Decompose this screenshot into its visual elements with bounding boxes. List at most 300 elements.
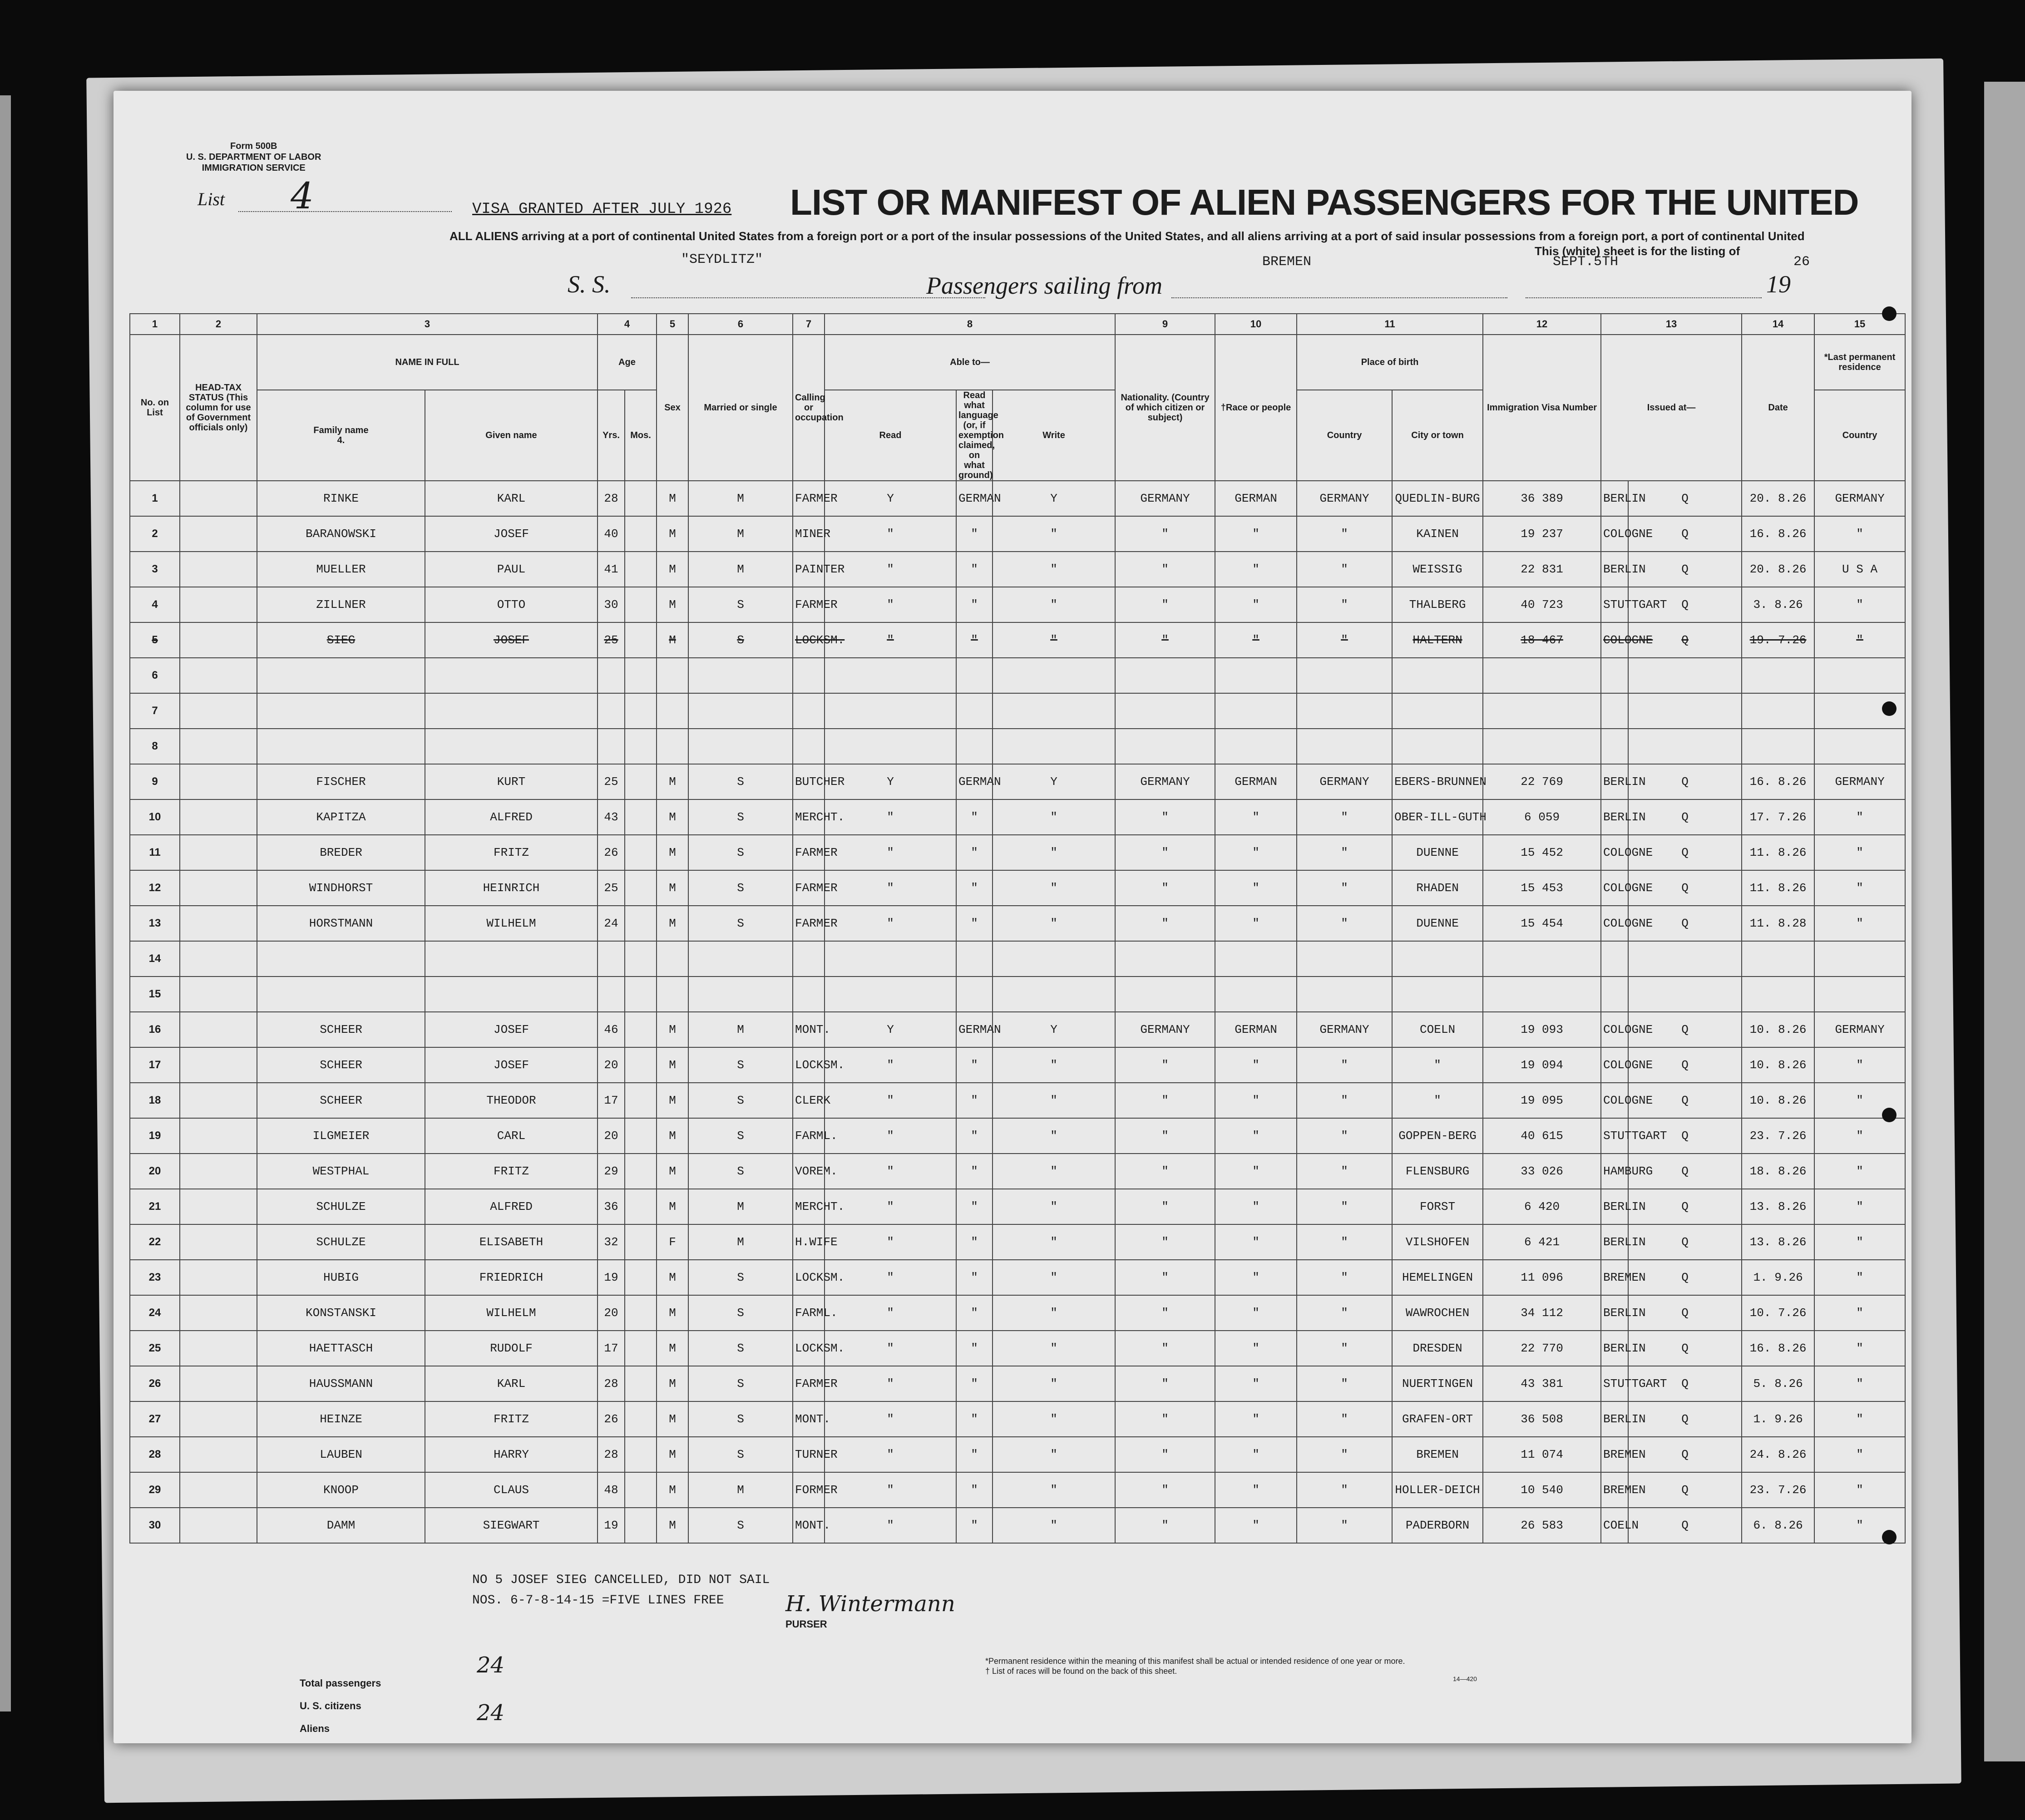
head-tax-cell [180, 1472, 257, 1508]
residence-country-cell: " [1814, 622, 1905, 658]
read-cell [825, 941, 956, 977]
marital-cell [688, 693, 793, 729]
race-cell: " [1215, 1508, 1297, 1543]
occupation-cell [793, 729, 825, 764]
table-row [130, 1331, 1905, 1366]
birth-city-cell [1392, 658, 1483, 693]
birth-city-cell: GRAFEN-ORT [1392, 1401, 1483, 1437]
row-number: 30 [130, 1508, 180, 1543]
visa-number-cell [1483, 658, 1601, 693]
visa-date-cell: 23. 7.26 [1742, 1118, 1814, 1154]
read-cell: " [825, 1472, 956, 1508]
language-cell: " [956, 1154, 993, 1189]
list-line [238, 211, 452, 212]
age-years-cell: 25 [598, 870, 625, 906]
header-city: City or town [1392, 390, 1483, 481]
language-cell: " [956, 870, 993, 906]
family-name-cell: LAUBEN [257, 1437, 425, 1472]
manifest-page [114, 91, 1911, 1743]
head-tax-cell [180, 1366, 257, 1401]
quota-cell [1628, 693, 1742, 729]
birth-city-cell: WEISSIG [1392, 552, 1483, 587]
header-family-name: Family name 4. [257, 390, 425, 481]
family-name-cell: ZILLNER [257, 587, 425, 622]
birth-city-cell [1392, 729, 1483, 764]
nationality-cell: " [1115, 870, 1215, 906]
family-name-cell: HAETTASCH [257, 1331, 425, 1366]
birth-country-cell: " [1297, 552, 1392, 587]
head-tax-cell [180, 1437, 257, 1472]
family-name-cell: WINDHORST [257, 870, 425, 906]
total-passengers-label: Total passengers [300, 1677, 381, 1689]
visa-number-cell: 6 059 [1483, 799, 1601, 835]
language-cell: " [956, 552, 993, 587]
occupation-cell [793, 977, 825, 1012]
birth-country-cell: " [1297, 516, 1392, 552]
read-cell: " [825, 552, 956, 587]
sex-cell: M [657, 1260, 688, 1295]
sex-cell: M [657, 1118, 688, 1154]
head-tax-cell [180, 1508, 257, 1543]
occupation-cell: FARMER [793, 587, 825, 622]
table-row [130, 481, 1905, 516]
adjacent-page-left [0, 95, 11, 1711]
head-tax-cell [180, 1118, 257, 1154]
nationality-cell: GERMANY [1115, 481, 1215, 516]
age-months-cell [625, 1260, 657, 1295]
visa-date-cell [1742, 693, 1814, 729]
sex-cell [657, 941, 688, 977]
header-res-country: Country [1814, 390, 1905, 481]
residence-country-cell: " [1814, 1189, 1905, 1224]
birth-country-cell: " [1297, 870, 1392, 906]
birth-city-cell: DRESDEN [1392, 1331, 1483, 1366]
header-visa-number: Immigration Visa Number [1483, 335, 1601, 481]
table-row [130, 693, 1905, 729]
read-cell: " [825, 906, 956, 941]
column-number: 7 [793, 314, 825, 335]
age-years-cell: 24 [598, 906, 625, 941]
race-cell: " [1215, 906, 1297, 941]
birth-country-cell: " [1297, 1047, 1392, 1083]
quota-cell: Q [1628, 1118, 1742, 1154]
birth-city-cell: PADERBORN [1392, 1508, 1483, 1543]
visa-number-cell: 15 452 [1483, 835, 1601, 870]
marital-cell: S [688, 764, 793, 799]
header-last-residence: *Last permanent residence [1814, 335, 1905, 390]
marital-cell [688, 729, 793, 764]
table-row [130, 658, 1905, 693]
residence-country-cell: " [1814, 1118, 1905, 1154]
row-number: 3 [130, 552, 180, 587]
age-years-cell [598, 977, 625, 1012]
birth-country-cell: " [1297, 835, 1392, 870]
quota-cell: Q [1628, 906, 1742, 941]
visa-number-cell: 19 094 [1483, 1047, 1601, 1083]
birth-city-cell: THALBERG [1392, 587, 1483, 622]
quota-cell: Q [1628, 481, 1742, 516]
birth-country-cell: " [1297, 1472, 1392, 1508]
row-number: 29 [130, 1472, 180, 1508]
read-cell: " [825, 622, 956, 658]
birth-city-cell: VILSHOFEN [1392, 1224, 1483, 1260]
given-name-cell [425, 977, 598, 1012]
race-cell: " [1215, 1472, 1297, 1508]
row-number: 11 [130, 835, 180, 870]
read-cell: " [825, 1366, 956, 1401]
table-row [130, 1118, 1905, 1154]
race-cell [1215, 729, 1297, 764]
language-cell: " [956, 622, 993, 658]
total-passengers-value: 24 [477, 1652, 505, 1678]
visa-number-cell: 19 237 [1483, 516, 1601, 552]
quota-cell: Q [1628, 622, 1742, 658]
row-number: 5 [130, 622, 180, 658]
race-cell: GERMAN [1215, 1012, 1297, 1047]
head-tax-cell [180, 516, 257, 552]
nationality-cell: " [1115, 1295, 1215, 1331]
issued-at-cell: BERLIN [1601, 1401, 1628, 1437]
row-number: 8 [130, 729, 180, 764]
occupation-cell: FARML. [793, 1118, 825, 1154]
birth-country-cell [1297, 693, 1392, 729]
write-cell: " [993, 1189, 1115, 1224]
head-tax-cell [180, 941, 257, 977]
marital-cell: S [688, 1118, 793, 1154]
issued-at-cell: STUTTGART [1601, 1366, 1628, 1401]
sex-cell: F [657, 1224, 688, 1260]
issued-at-cell: COLOGNE [1601, 835, 1628, 870]
family-name-cell: SIEG [257, 622, 425, 658]
birth-country-cell [1297, 729, 1392, 764]
nationality-cell: " [1115, 835, 1215, 870]
footnote-residence: *Permanent residence within the meaning of this manifest shall be actual or intended residence of one year or more. [985, 1657, 1405, 1666]
service: IMMIGRATION SERVICE [202, 163, 306, 173]
language-cell: " [956, 1189, 993, 1224]
quota-cell: Q [1628, 1401, 1742, 1437]
marital-cell: S [688, 1437, 793, 1472]
head-tax-cell [180, 1260, 257, 1295]
birth-country-cell: " [1297, 906, 1392, 941]
write-cell: " [993, 835, 1115, 870]
race-cell: " [1215, 1189, 1297, 1224]
visa-date-cell: 10. 8.26 [1742, 1083, 1814, 1118]
residence-country-cell: " [1814, 1366, 1905, 1401]
age-months-cell [625, 1366, 657, 1401]
table-row [130, 941, 1905, 977]
marital-cell: S [688, 622, 793, 658]
language-cell: " [956, 516, 993, 552]
given-name-cell: FRITZ [425, 1154, 598, 1189]
age-months-cell [625, 1401, 657, 1437]
occupation-cell: FARMER [793, 481, 825, 516]
age-months-cell [625, 481, 657, 516]
occupation-cell: MERCHT. [793, 1189, 825, 1224]
ss-label: S. S. [568, 271, 611, 298]
quota-cell: Q [1628, 1437, 1742, 1472]
header-date: Date [1742, 335, 1814, 481]
row-number: 2 [130, 516, 180, 552]
visa-number-cell: 19 093 [1483, 1012, 1601, 1047]
read-cell: " [825, 1508, 956, 1543]
table-row [130, 1154, 1905, 1189]
birth-city-cell: FORST [1392, 1189, 1483, 1224]
quota-cell [1628, 977, 1742, 1012]
footnotes [985, 1656, 1405, 1676]
birth-city-cell: BREMEN [1392, 1437, 1483, 1472]
write-cell: Y [993, 481, 1115, 516]
birth-city-cell: " [1392, 1047, 1483, 1083]
nationality-cell: " [1115, 906, 1215, 941]
birth-city-cell: " [1392, 1083, 1483, 1118]
write-cell: Y [993, 764, 1115, 799]
marital-cell [688, 658, 793, 693]
given-name-cell: KURT [425, 764, 598, 799]
language-cell [956, 941, 993, 977]
birth-city-cell: HALTERN [1392, 622, 1483, 658]
residence-country-cell: " [1814, 587, 1905, 622]
column-number: 10 [1215, 314, 1297, 335]
birth-city-cell: OBER-ILL-GUTH [1392, 799, 1483, 835]
issued-at-cell: STUTTGART [1601, 587, 1628, 622]
visa-date-cell: 13. 8.26 [1742, 1189, 1814, 1224]
visa-date-cell: 1. 9.26 [1742, 1260, 1814, 1295]
sex-cell [657, 693, 688, 729]
birth-city-cell [1392, 977, 1483, 1012]
purser-label: PURSER [785, 1618, 827, 1630]
visa-number-cell: 6 420 [1483, 1189, 1601, 1224]
issued-at-cell: BREMEN [1601, 1260, 1628, 1295]
visa-number-cell: 15 454 [1483, 906, 1601, 941]
head-tax-cell [180, 481, 257, 516]
race-cell: " [1215, 835, 1297, 870]
occupation-cell: FARML. [793, 1295, 825, 1331]
table-row [130, 587, 1905, 622]
header-married: Married or single [688, 335, 793, 481]
header-no-on-list: No. on List [130, 335, 180, 481]
language-cell: " [956, 906, 993, 941]
table-row [130, 1260, 1905, 1295]
given-name-cell: WILHELM [425, 906, 598, 941]
visa-date-cell: 10. 7.26 [1742, 1295, 1814, 1331]
language-cell [956, 693, 993, 729]
birth-country-cell: GERMANY [1297, 481, 1392, 516]
issued-at-cell: BERLIN [1601, 1224, 1628, 1260]
visa-number-cell: 40 723 [1483, 587, 1601, 622]
visa-date-cell: 13. 8.26 [1742, 1224, 1814, 1260]
quota-cell: Q [1628, 1224, 1742, 1260]
sex-cell: M [657, 1189, 688, 1224]
given-name-cell: JOSEF [425, 516, 598, 552]
marital-cell: S [688, 799, 793, 835]
read-cell: " [825, 870, 956, 906]
family-name-cell: MUELLER [257, 552, 425, 587]
visa-number-cell: 40 615 [1483, 1118, 1601, 1154]
header-place-of-birth: Place of birth [1297, 335, 1483, 390]
write-cell [993, 729, 1115, 764]
visa-number-cell: 19 095 [1483, 1083, 1601, 1118]
age-months-cell [625, 552, 657, 587]
family-name-cell: HORSTMANN [257, 906, 425, 941]
header-country: Country [1297, 390, 1392, 481]
visa-date-cell: 11. 8.28 [1742, 906, 1814, 941]
issued-at-cell: COELN [1601, 1508, 1628, 1543]
marital-cell: S [688, 1154, 793, 1189]
row-number: 14 [130, 941, 180, 977]
column-number: 3 [257, 314, 598, 335]
sex-cell: M [657, 906, 688, 941]
column-number: 4 [598, 314, 657, 335]
language-cell [956, 658, 993, 693]
language-cell: " [956, 587, 993, 622]
language-cell: " [956, 1224, 993, 1260]
quota-cell: Q [1628, 764, 1742, 799]
residence-country-cell: " [1814, 1083, 1905, 1118]
age-months-cell [625, 1118, 657, 1154]
table-row [130, 1366, 1905, 1401]
age-months-cell [625, 1472, 657, 1508]
quota-cell: Q [1628, 799, 1742, 835]
birth-country-cell: " [1297, 1366, 1392, 1401]
visa-date-cell: 1. 9.26 [1742, 1401, 1814, 1437]
occupation-cell: FARMER [793, 870, 825, 906]
nationality-cell: GERMANY [1115, 1012, 1215, 1047]
sex-cell: M [657, 1508, 688, 1543]
read-cell: " [825, 1189, 956, 1224]
residence-country-cell: " [1814, 1437, 1905, 1472]
head-tax-cell [180, 1295, 257, 1331]
row-number: 23 [130, 1260, 180, 1295]
sex-cell: M [657, 1472, 688, 1508]
residence-country-cell: " [1814, 870, 1905, 906]
row-number: 21 [130, 1189, 180, 1224]
family-name-cell [257, 693, 425, 729]
issued-at-cell: BREMEN [1601, 1472, 1628, 1508]
sex-cell [657, 658, 688, 693]
write-cell: " [993, 870, 1115, 906]
head-tax-cell [180, 835, 257, 870]
residence-country-cell: U S A [1814, 552, 1905, 587]
write-cell: " [993, 1295, 1115, 1331]
binding-hole [1882, 1108, 1897, 1122]
age-months-cell [625, 1189, 657, 1224]
birth-city-cell: KAINEN [1392, 516, 1483, 552]
visa-date-cell: 23. 7.26 [1742, 1472, 1814, 1508]
visa-number-cell: 22 831 [1483, 552, 1601, 587]
issued-at-cell: HAMBURG [1601, 1154, 1628, 1189]
given-name-cell: PAUL [425, 552, 598, 587]
race-cell [1215, 941, 1297, 977]
column-number: 1 [130, 314, 180, 335]
read-cell: " [825, 1047, 956, 1083]
row-number: 22 [130, 1224, 180, 1260]
write-cell: " [993, 1047, 1115, 1083]
given-name-cell [425, 729, 598, 764]
head-tax-cell [180, 977, 257, 1012]
age-years-cell: 30 [598, 587, 625, 622]
visa-number-cell: 15 453 [1483, 870, 1601, 906]
row-number: 26 [130, 1366, 180, 1401]
read-cell [825, 977, 956, 1012]
residence-country-cell: " [1814, 516, 1905, 552]
issued-at-cell: COLOGNE [1601, 1083, 1628, 1118]
age-years-cell: 28 [598, 1437, 625, 1472]
column-number: 11 [1297, 314, 1483, 335]
row-number: 6 [130, 658, 180, 693]
marital-cell: S [688, 1366, 793, 1401]
quota-cell [1628, 941, 1742, 977]
quota-cell: Q [1628, 1508, 1742, 1543]
head-tax-cell [180, 764, 257, 799]
issued-at-cell [1601, 977, 1628, 1012]
head-tax-cell [180, 1083, 257, 1118]
table-row [130, 1224, 1905, 1260]
visa-number-cell: 26 583 [1483, 1508, 1601, 1543]
age-months-cell [625, 799, 657, 835]
header-yrs: Yrs. [598, 390, 625, 481]
birth-city-cell [1392, 693, 1483, 729]
footnote-races: † List of races will be found on the back of this sheet. [985, 1667, 1177, 1676]
given-name-cell: ELISABETH [425, 1224, 598, 1260]
nationality-cell [1115, 693, 1215, 729]
language-cell: " [956, 1118, 993, 1154]
head-tax-cell [180, 1047, 257, 1083]
birth-country-cell: " [1297, 1224, 1392, 1260]
birth-country-cell: " [1297, 1437, 1392, 1472]
sex-cell: M [657, 1012, 688, 1047]
us-citizens-label: U. S. citizens [300, 1700, 361, 1711]
birth-country-cell: " [1297, 1508, 1392, 1543]
read-cell: " [825, 1083, 956, 1118]
race-cell [1215, 693, 1297, 729]
read-cell: " [825, 1401, 956, 1437]
row-number: 19 [130, 1118, 180, 1154]
language-cell: " [956, 1472, 993, 1508]
read-cell: " [825, 1295, 956, 1331]
language-cell [956, 977, 993, 1012]
sex-cell: M [657, 799, 688, 835]
quota-cell: Q [1628, 1154, 1742, 1189]
nationality-cell: " [1115, 1047, 1215, 1083]
quota-cell: Q [1628, 516, 1742, 552]
nationality-cell: " [1115, 1401, 1215, 1437]
marital-cell: S [688, 1047, 793, 1083]
visa-number-cell: 10 540 [1483, 1472, 1601, 1508]
language-cell: " [956, 799, 993, 835]
read-cell: " [825, 1331, 956, 1366]
write-cell: " [993, 1083, 1115, 1118]
birth-city-cell: FLENSBURG [1392, 1154, 1483, 1189]
adjacent-page-right [1984, 82, 2025, 1761]
read-cell: " [825, 1260, 956, 1295]
head-tax-cell [180, 587, 257, 622]
given-name-cell: CLAUS [425, 1472, 598, 1508]
age-years-cell: 20 [598, 1295, 625, 1331]
issued-at-cell: COLOGNE [1601, 622, 1628, 658]
occupation-cell: FARMER [793, 835, 825, 870]
residence-country-cell: GERMANY [1814, 1012, 1905, 1047]
quota-cell: Q [1628, 587, 1742, 622]
occupation-cell: VOREM. [793, 1154, 825, 1189]
sailing-line [1171, 297, 1507, 298]
read-cell: " [825, 799, 956, 835]
nationality-cell [1115, 941, 1215, 977]
header-nationality: Nationality. (Country of which citizen or subject) [1115, 335, 1215, 481]
age-months-cell [625, 1295, 657, 1331]
given-name-cell: HARRY [425, 1437, 598, 1472]
birth-city-cell [1392, 941, 1483, 977]
residence-country-cell: " [1814, 835, 1905, 870]
